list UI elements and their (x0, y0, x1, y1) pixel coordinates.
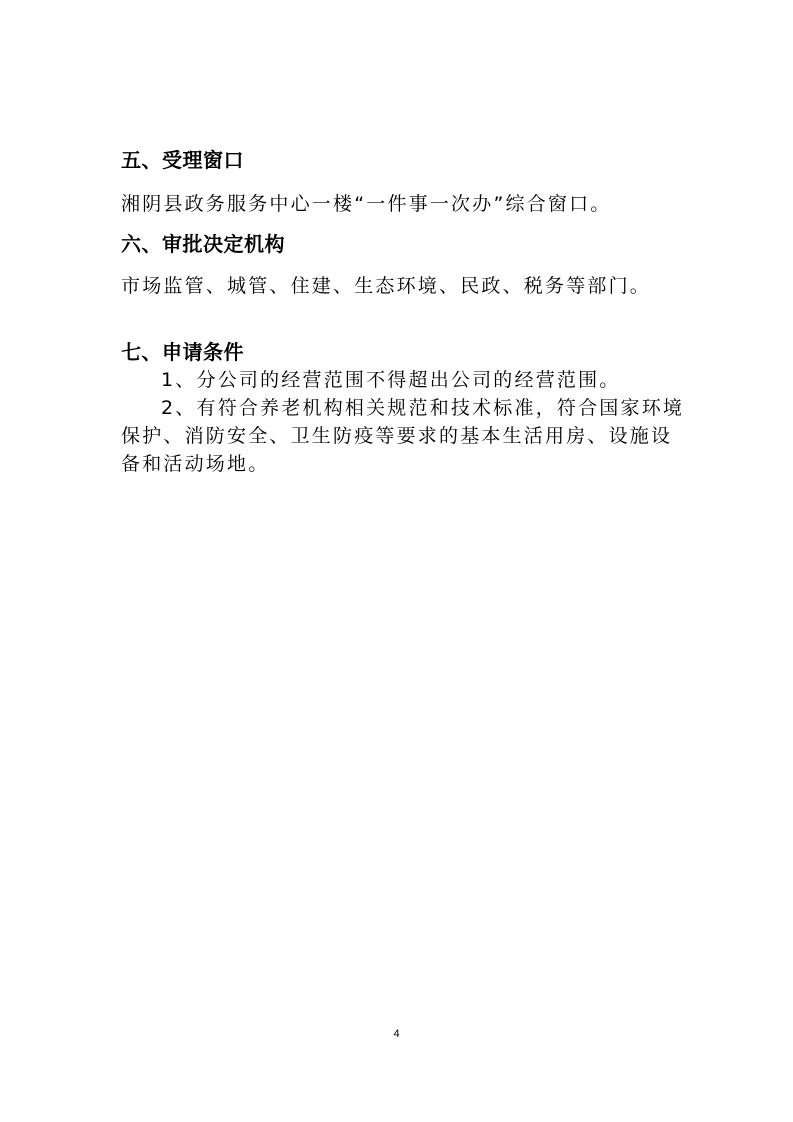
condition-2-line-2: 保护、消防安全、卫生防疫等要求的基本生活用房、设施设 (121, 425, 673, 447)
section-5-body: 湘阴县政务服务中心一楼“一件事一次办”综合窗口。 (121, 193, 612, 215)
section-6-body: 市场监管、城管、住建、生态环境、民政、税务等部门。 (121, 275, 652, 297)
page-number: 4 (393, 1028, 400, 1040)
condition-2-line-1: 2、有符合养老机构相关规范和技术标准，符合国家环境 (161, 397, 685, 419)
section-6-heading: 六、审批决定机构 (121, 232, 285, 256)
section-7-conditions (121, 366, 685, 478)
section-5-heading: 五、受理窗口 (121, 148, 244, 172)
condition-2-line-3: 备和活动场地。 (121, 453, 270, 475)
section-7-heading: 七、申请条件 (121, 340, 244, 364)
condition-1: 1、分公司的经营范围不得超出公司的经营范围。 (161, 369, 621, 391)
